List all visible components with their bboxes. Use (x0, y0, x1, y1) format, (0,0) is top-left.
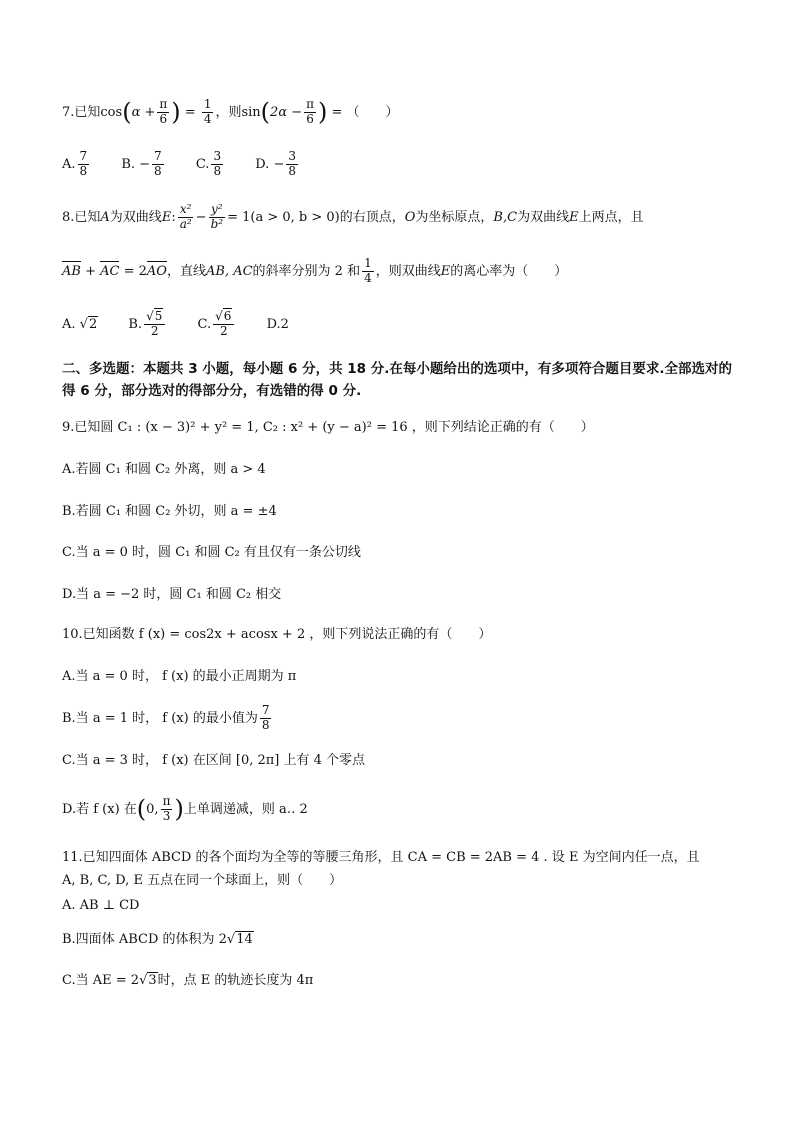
q7-options (62, 150, 326, 179)
q7-pi-over-6b: $\frac{\pi}{6}$ (306, 97, 315, 126)
q10-option-a[interactable]: A.当 a = 0 时， f (x) 的最小正周期为 π (62, 669, 297, 684)
q8-stem-line1: 8.已知A为双曲线E: $\frac{\text{x²}}{\text{a²}}$ − $\frac{\text{y²}}{\text{b²}}$ = 1(a > 0, b > 0)的右顶点，O为坐标原点，B,C为双曲线E上两点，且 (62, 202, 644, 231)
q10-option-c[interactable]: C.当 a = 3 时， f (x) 在区间 [0, 2π] 上有 4 个零点 (62, 753, 366, 768)
q9-stem: 9.已知圆 C₁ : (x − 3)² + y² = 1, C₂ : x² + (y − a)² = 16 ，则下列结论正确的有（ ） (62, 420, 594, 435)
q10-option-d[interactable]: D.若 f (x) 在(0, $\frac{\pi}{3}$ )上单调递减，则 a‥ 2 (62, 794, 308, 823)
q8-option-a[interactable]: A. √2 (62, 316, 98, 332)
q11-option-c[interactable]: C.当 AE = 2√3时，点 E 的轨迹长度为 4π (62, 973, 314, 988)
q11-stem-line2: A, B, C, D, E 五点在同一个球面上，则（ ） (62, 873, 343, 888)
q8-stem-line2: AB + AC = 2AO，直线AB, AC的斜率分别为 2 和 $\frac{1}{4}$ ，则双曲线E的离心率为（ ） (62, 256, 568, 285)
q9-option-c[interactable]: C.当 a = 0 时，圆 C₁ 和圆 C₂ 有且仅有一条公切线 (62, 545, 361, 560)
q10-stem: 10.已知函数 f (x) = cos2x + acosx + 2 ，则下列说法正确的有（ ） (62, 627, 492, 642)
q11-option-b[interactable]: B.四面体 ABCD 的体积为 2√14 (62, 932, 253, 947)
q7-one-quarter: $\frac{1}{4}$ (203, 97, 212, 126)
q8-option-b[interactable]: B. $\frac{√5}{2}$ (128, 310, 167, 339)
q8-option-d[interactable]: D.2 (266, 316, 289, 332)
section-multi-choice-header: 二、多选题：本题共 3 小题，每小题 6 分，共 18 分.在每小题给出的选项中，有多项符合题目要求.全部选对的得 6 分，部分选对的得部分分，有选错的得 0 分. (62, 361, 733, 399)
q9-option-d[interactable]: D.当 a = −2 时，圆 C₁ 和圆 C₂ 相交 (62, 587, 282, 602)
q8-option-c[interactable]: C. $\frac{√6}{2}$ (198, 310, 237, 339)
q9-option-b[interactable]: B.若圆 C₁ 和圆 C₂ 外切，则 a = ±4 (62, 504, 277, 519)
q7-option-a[interactable]: A. $\frac{7}{8}$ (62, 149, 88, 178)
vector-ab: AB (62, 263, 81, 279)
vector-ao: AO (146, 263, 167, 279)
vector-ac: AC (100, 263, 120, 279)
q7-option-b[interactable]: B. − $\frac{7}{8}$ (121, 149, 162, 178)
q7-pi-over-6: $\frac{\pi}{6}$ (159, 97, 168, 126)
q7-option-c[interactable]: C. $\frac{3}{8}$ (195, 149, 222, 178)
q7-stem: 7.已知cos(α + $\frac{\pi}{6}$ ) = $\frac{1}{4}$ ，则sin(2α − $\frac{\pi}{6}$ ) = （ ） (62, 97, 399, 126)
q8-options (62, 310, 315, 339)
q11-option-a[interactable]: A. AB ⊥ CD (62, 898, 140, 913)
q11-stem-line1: 11.已知四面体 ABCD 的各个面均为全等的等腰三角形，且 CA = CB = 2AB = 4 . 设 E 为空间内任一点，且 (62, 850, 700, 865)
q9-option-a[interactable]: A.若圆 C₁ 和圆 C₂ 外离，则 a > 4 (62, 462, 266, 477)
q10-option-b[interactable]: B.当 a = 1 时， f (x) 的最小值为 $\frac{7}{8}$ (62, 703, 270, 732)
q7-option-d[interactable]: D. − $\frac{3}{8}$ (255, 149, 296, 178)
